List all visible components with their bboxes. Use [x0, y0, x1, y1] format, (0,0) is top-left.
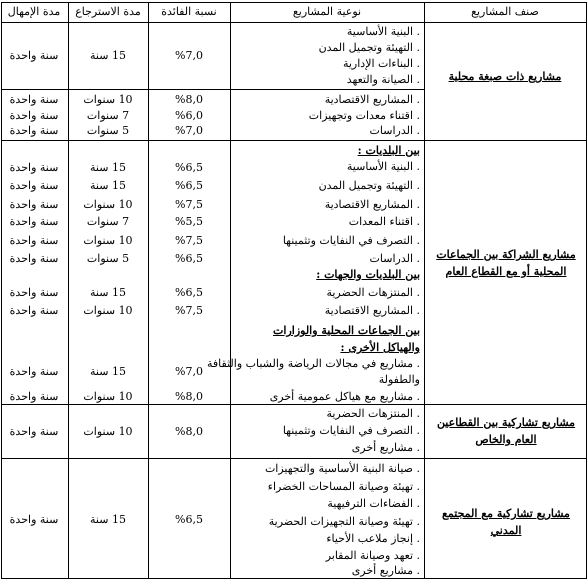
grace-period: سنة واحدة — [9, 215, 59, 228]
recovery-period: 7 سنوات — [86, 109, 130, 122]
interest-rate: %8,0 — [175, 390, 203, 403]
table-border-top — [1, 2, 587, 3]
column-divider — [424, 2, 425, 579]
grace-period: سنة واحدة — [9, 198, 59, 211]
category-civil-society-partnership: مشاريع تشاركية مع المجتمع المدني — [442, 507, 570, 537]
category-partnership-local-public: مشاريع الشراكة بين الجماعات المحلية أو مع القطاع العام — [436, 248, 576, 278]
interest-rate: %6,0 — [175, 109, 203, 122]
project-type-item: . المشاريع الاقتصادية — [324, 93, 420, 106]
recovery-period: 15 سنة — [90, 161, 126, 174]
project-type-item: . المنتزهات الحضرية — [326, 407, 420, 420]
header-recovery: مدة الاسترجاع — [75, 5, 141, 18]
interest-rate: %6,5 — [175, 252, 203, 265]
grace-period: سنة واحدة — [9, 179, 59, 192]
subheader-municipalities-regions: بين البلديات والجهات : — [316, 268, 420, 281]
recovery-period: 10 سنوات — [83, 234, 133, 247]
recovery-period: 15 سنة — [90, 513, 126, 526]
interest-rate: %7,5 — [175, 198, 203, 211]
project-type-item: . الصيانة والتعهد — [346, 73, 420, 86]
subheader-local-ministries: بين الجماعات المحلية والوزارات والهياكل الأخرى : — [273, 324, 420, 354]
recovery-period: 10 سنوات — [83, 93, 133, 106]
category-local-projects: مشاريع ذات صبغة محلية — [448, 70, 562, 83]
section-divider — [1, 458, 587, 459]
recovery-period: 10 سنوات — [83, 390, 133, 403]
project-type-item: . المشاريع الاقتصادية — [324, 304, 420, 317]
recovery-period: 10 سنوات — [83, 198, 133, 211]
recovery-period: 15 سنة — [90, 365, 126, 378]
interest-rate: %8,0 — [175, 93, 203, 106]
project-type-item: . البنية الأساسية — [346, 160, 420, 173]
project-type-item: . اقتناء معدات وتجهيزات — [308, 109, 420, 122]
project-type-item: . المنتزهات الحضرية — [326, 286, 420, 299]
subheader-between-municipalities: بين البلديات : — [357, 144, 420, 157]
grace-period: سنة واحدة — [9, 234, 59, 247]
grace-period: سنة واحدة — [9, 161, 59, 174]
interest-rate: %5,5 — [175, 215, 203, 228]
project-type-item: . الدراسات — [369, 124, 420, 137]
project-type-item: . صيانة البنية الأساسية والتجهيزات — [264, 462, 420, 475]
grace-period: سنة واحدة — [9, 390, 59, 403]
interest-rate: %8,0 — [175, 425, 203, 438]
grace-period: سنة واحدة — [9, 425, 59, 438]
grace-period: سنة واحدة — [9, 49, 59, 62]
interest-rate: %7,0 — [175, 49, 203, 62]
recovery-period: 15 سنة — [90, 286, 126, 299]
recovery-period: 15 سنة — [90, 179, 126, 192]
project-type-item: . التصرف في النفايات وتثمينها — [282, 234, 420, 247]
interest-rate: %6,5 — [175, 513, 203, 526]
project-type-item: . مشاريع مع هياكل عمومية أخرى — [269, 390, 420, 403]
table-border-right — [586, 2, 587, 579]
grace-period: سنة واحدة — [9, 365, 59, 378]
header-divider — [1, 22, 587, 23]
project-type-item: . الدراسات — [369, 252, 420, 265]
category-public-private-partnership: مشاريع تشاركية بين القطاعين العام والخاص — [436, 416, 576, 446]
project-type-item: . تعهد وصيانة المقابر — [325, 549, 420, 562]
grace-period: سنة واحدة — [9, 109, 59, 122]
header-grace: مدة الإمهال — [7, 5, 61, 18]
project-type-item: . البناءات الإدارية — [342, 57, 420, 70]
project-type-item: . تهيئة وصيانة المساحات الخضراء — [267, 480, 420, 493]
interest-rate: %7,5 — [175, 304, 203, 317]
project-type-item: . إنجاز ملاعب الأحياء — [326, 532, 420, 545]
recovery-period: 10 سنوات — [83, 304, 133, 317]
row-divider — [1, 89, 424, 90]
interest-rate: %6,5 — [175, 161, 203, 174]
project-type-item: . التصرف في النفايات وتثمينها — [282, 424, 420, 437]
grace-period: سنة واحدة — [9, 304, 59, 317]
interest-rate: %7,5 — [175, 234, 203, 247]
project-type-item: . الفضاءات الترفيهية — [327, 497, 420, 510]
recovery-period: 5 سنوات — [86, 252, 130, 265]
project-type-item: . التهيئة وتجميل المدن — [318, 41, 420, 54]
interest-rate: %7,0 — [175, 124, 203, 137]
project-type-item: . تهيئة وصيانة التجهيزات الحضرية — [268, 515, 420, 528]
recovery-period: 7 سنوات — [86, 215, 130, 228]
grace-period: سنة واحدة — [9, 513, 59, 526]
grace-period: سنة واحدة — [9, 286, 59, 299]
recovery-period: 5 سنوات — [86, 124, 130, 137]
interest-rate: %7,0 — [175, 365, 203, 378]
project-type-item: . التهيئة وتجميل المدن — [318, 179, 420, 192]
project-type-item: . مشاريع في مجالات الرياضة والشباب والثقافة — [207, 357, 420, 370]
project-type-item: . البنية الأساسية — [346, 25, 420, 38]
project-type-item: . مشاريع أخرى — [351, 441, 420, 454]
recovery-period: 15 سنة — [90, 49, 126, 62]
interest-rate: %6,5 — [175, 179, 203, 192]
header-category: صنف المشاريع — [471, 5, 539, 18]
grace-period: سنة واحدة — [9, 93, 59, 106]
project-type-item: . مشاريع أخرى — [351, 564, 420, 577]
section-divider — [1, 140, 587, 141]
project-type-item: والطفولة — [378, 373, 420, 386]
grace-period: سنة واحدة — [9, 124, 59, 137]
project-type-item: . اقتناء المعدات — [348, 215, 420, 228]
recovery-period: 10 سنوات — [83, 425, 133, 438]
header-rate: نسبة الفائدة — [161, 5, 217, 18]
interest-rate: %6,5 — [175, 286, 203, 299]
header-type: نوعية المشاريع — [292, 5, 362, 18]
grace-period: سنة واحدة — [9, 252, 59, 265]
project-type-item: . المشاريع الاقتصادية — [324, 198, 420, 211]
